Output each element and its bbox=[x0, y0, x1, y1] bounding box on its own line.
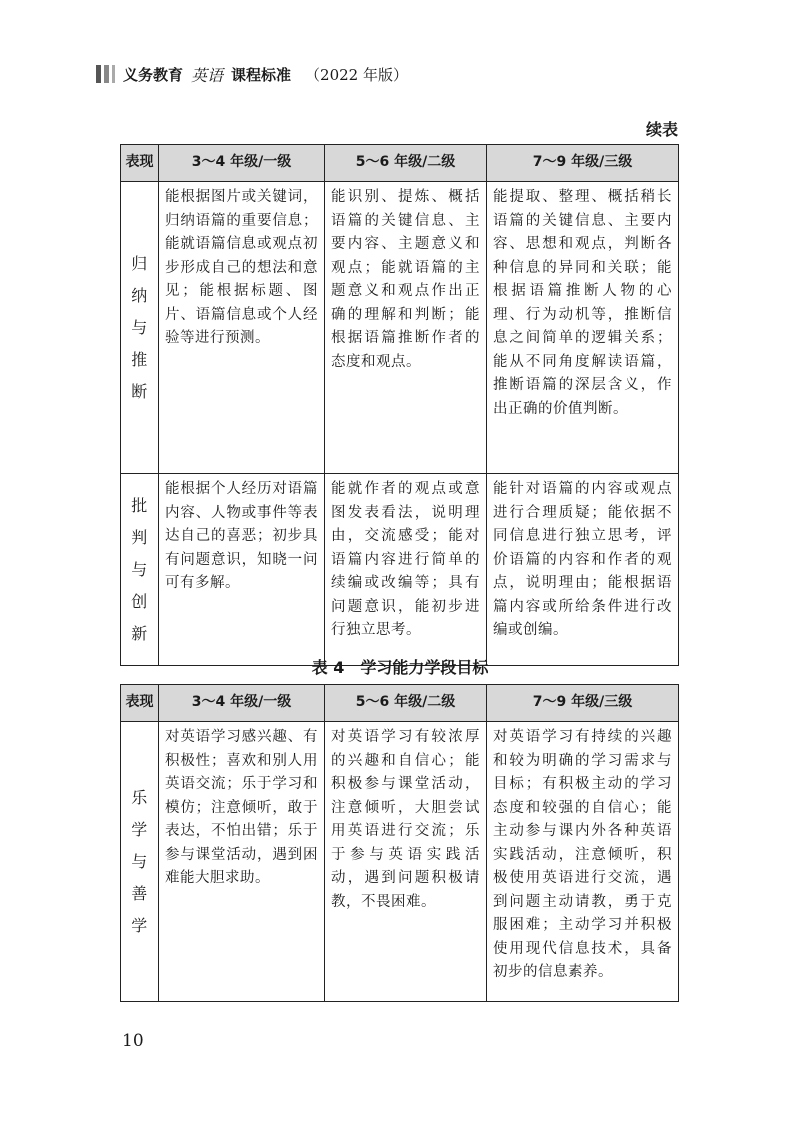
column-header: 3～4 年级/一级 bbox=[159, 685, 325, 722]
page-number: 10 bbox=[122, 1031, 144, 1051]
table-continued bbox=[120, 144, 679, 666]
row-category-cell: 归 纳 与 推 断 bbox=[121, 182, 159, 474]
table-header-row bbox=[121, 145, 679, 182]
header-year: （2022 年版） bbox=[305, 65, 408, 84]
table-cell: 对英语学习有较浓厚的兴趣和自信心；能积极参与课堂活动，注意倾听，大胆尝试用英语进行交流；乐于参与英语实践活动，遇到问题积极请教，不畏困难。 bbox=[325, 722, 487, 1002]
header-title-part1: 义务教育 bbox=[123, 65, 184, 84]
table-cell: 能针对语篇的内容或观点进行合理质疑；能依据不同信息进行独立思考，评价语篇的内容和作者的观点，说明理由；能根据语篇内容或所给条件进行改编或创编。 bbox=[487, 474, 679, 666]
header-title-part2: 英语 bbox=[191, 65, 224, 85]
table-row bbox=[121, 182, 679, 474]
table-cell: 能根据图片或关键词，归纳语篇的重要信息；能就语篇信息或观点初步形成自己的想法和意见；能根据标题、图片、语篇信息或个人经验等进行预测。 bbox=[159, 182, 325, 474]
table-cell: 能根据个人经历对语篇内容、人物或事件等表达自己的喜恶；初步具有问题意识，知晓一问可有多解。 bbox=[159, 474, 325, 666]
column-header: 表现 bbox=[121, 145, 159, 182]
column-header: 7～9 年级/三级 bbox=[487, 145, 679, 182]
continued-label: 续表 bbox=[645, 120, 678, 139]
column-header: 5～6 年级/二级 bbox=[325, 685, 487, 722]
table-cell: 对英语学习感兴趣、有积极性；喜欢和别人用英语交流；乐于学习和模仿；注意倾听，敢于表达，不怕出错；乐于参与课堂活动，遇到困难能大胆求助。 bbox=[159, 722, 325, 1002]
header-title-part3: 课程标准 bbox=[231, 65, 292, 84]
table-cell: 对英语学习有持续的兴趣和较为明确的学习需求与目标；有积极主动的学习态度和较强的自信心；能主动参与课内外各种英语实践活动，注意倾听，积极使用英语进行交流，遇到问题主动请教，勇于克服困难；主动学习并积极使用现代信息技术，具备初步的信息素养。 bbox=[487, 722, 679, 1002]
column-header: 5～6 年级/二级 bbox=[325, 145, 487, 182]
table-cell: 能就作者的观点或意图发表看法，说明理由，交流感受；能对语篇内容进行简单的续编或改编等；具有问题意识，能初步进行独立思考。 bbox=[325, 474, 487, 666]
table-row bbox=[121, 474, 679, 666]
row-category-cell: 批 判 与 创 新 bbox=[121, 474, 159, 666]
row-category-cell: 乐 学 与 善 学 bbox=[121, 722, 159, 1002]
table-header-row bbox=[121, 685, 679, 722]
table-cell: 能提取、整理、概括稍长语篇的关键信息、主要内容、思想和观点，判断各种信息的异同和关联；能根据语篇推断人物的心理、行为动机等，推断信息之间简单的逻辑关系；能从不同角度解读语篇，推断语篇的深层含义，作出正确的价值判断。 bbox=[487, 182, 679, 474]
table-row bbox=[121, 722, 679, 1002]
table-learning-ability bbox=[120, 684, 679, 1002]
table-title: 表 4 学习能力学段目标 bbox=[311, 658, 489, 677]
column-header: 表现 bbox=[121, 685, 159, 722]
column-header: 3～4 年级/一级 bbox=[159, 145, 325, 182]
running-header bbox=[96, 62, 408, 86]
column-header: 7～9 年级/三级 bbox=[487, 685, 679, 722]
table-cell: 能识别、提炼、概括语篇的关键信息、主要内容、主题意义和观点；能就语篇的主题意义和观点作出正确的理解和判断；能根据语篇推断作者的态度和观点。 bbox=[325, 182, 487, 474]
header-bars-decoration bbox=[96, 65, 115, 83]
